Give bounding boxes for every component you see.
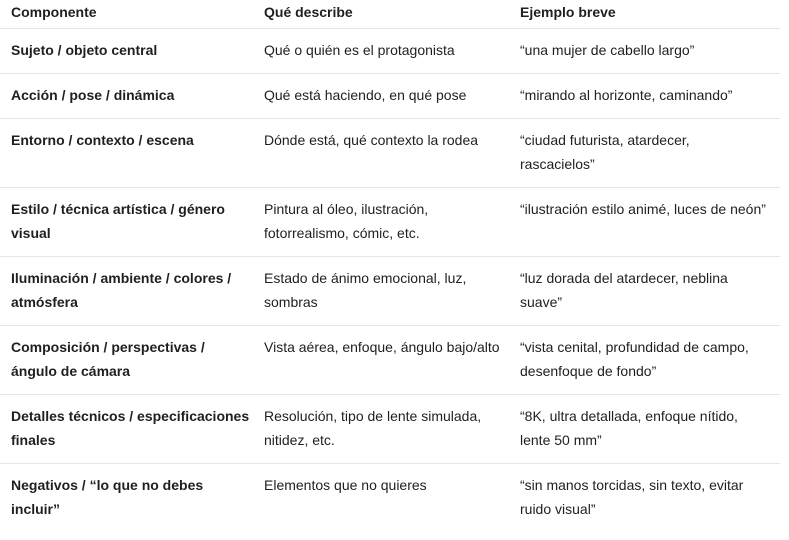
header-componente: Componente (11, 4, 97, 20)
ejemplo-cell: “ciudad futurista, atardecer, rascacielos” (520, 132, 690, 172)
componente-cell: Detalles técnicos / especificaciones finales (11, 408, 250, 448)
describe-cell: Estado de ánimo emocional, luz, sombras (264, 270, 467, 310)
table-header-row (0, 0, 780, 29)
componente-cell: Negativos / “lo que no debes incluir” (11, 477, 204, 517)
describe-cell: Vista aérea, enfoque, ángulo bajo/alto (264, 339, 500, 355)
ejemplo-cell: “ilustración estilo animé, luces de neón” (520, 201, 766, 217)
table-row (0, 74, 780, 119)
describe-cell: Pintura al óleo, ilustración, fotorrealismo, cómic, etc. (264, 201, 429, 241)
ejemplo-cell: “mirando al horizonte, caminando” (520, 87, 733, 103)
ejemplo-cell: “una mujer de cabello largo” (520, 42, 695, 58)
ejemplo-cell: “sin manos torcidas, sin texto, evitar ruido visual” (520, 477, 744, 517)
table-row (0, 188, 780, 257)
table-row (0, 326, 780, 395)
table-row (0, 119, 780, 188)
componente-cell: Acción / pose / dinámica (11, 87, 175, 103)
table-row (0, 29, 780, 74)
componente-cell: Estilo / técnica artística / género visual (11, 201, 225, 241)
componente-cell: Composición / perspectivas / ángulo de cámara (11, 339, 205, 379)
describe-cell: Qué está haciendo, en qué pose (264, 87, 467, 103)
header-ejemplo-breve: Ejemplo breve (520, 4, 616, 20)
table-row (0, 257, 780, 326)
header-que-describe: Qué describe (264, 4, 353, 20)
describe-cell: Elementos que no quieres (264, 477, 427, 493)
table-row (0, 464, 780, 534)
ejemplo-cell: “8K, ultra detallada, enfoque nítido, lente 50 mm” (520, 408, 738, 448)
table-row (0, 395, 780, 464)
describe-cell: Qué o quién es el protagonista (264, 42, 455, 58)
ejemplo-cell: “vista cenital, profundidad de campo, desenfoque de fondo” (520, 339, 749, 379)
describe-cell: Resolución, tipo de lente simulada, nitidez, etc. (264, 408, 482, 448)
componente-cell: Entorno / contexto / escena (11, 132, 194, 148)
componente-cell: Iluminación / ambiente / colores / atmósfera (11, 270, 232, 310)
ejemplo-cell: “luz dorada del atardecer, neblina suave” (520, 270, 728, 310)
componente-cell: Sujeto / objeto central (11, 42, 158, 58)
describe-cell: Dónde está, qué contexto la rodea (264, 132, 479, 148)
